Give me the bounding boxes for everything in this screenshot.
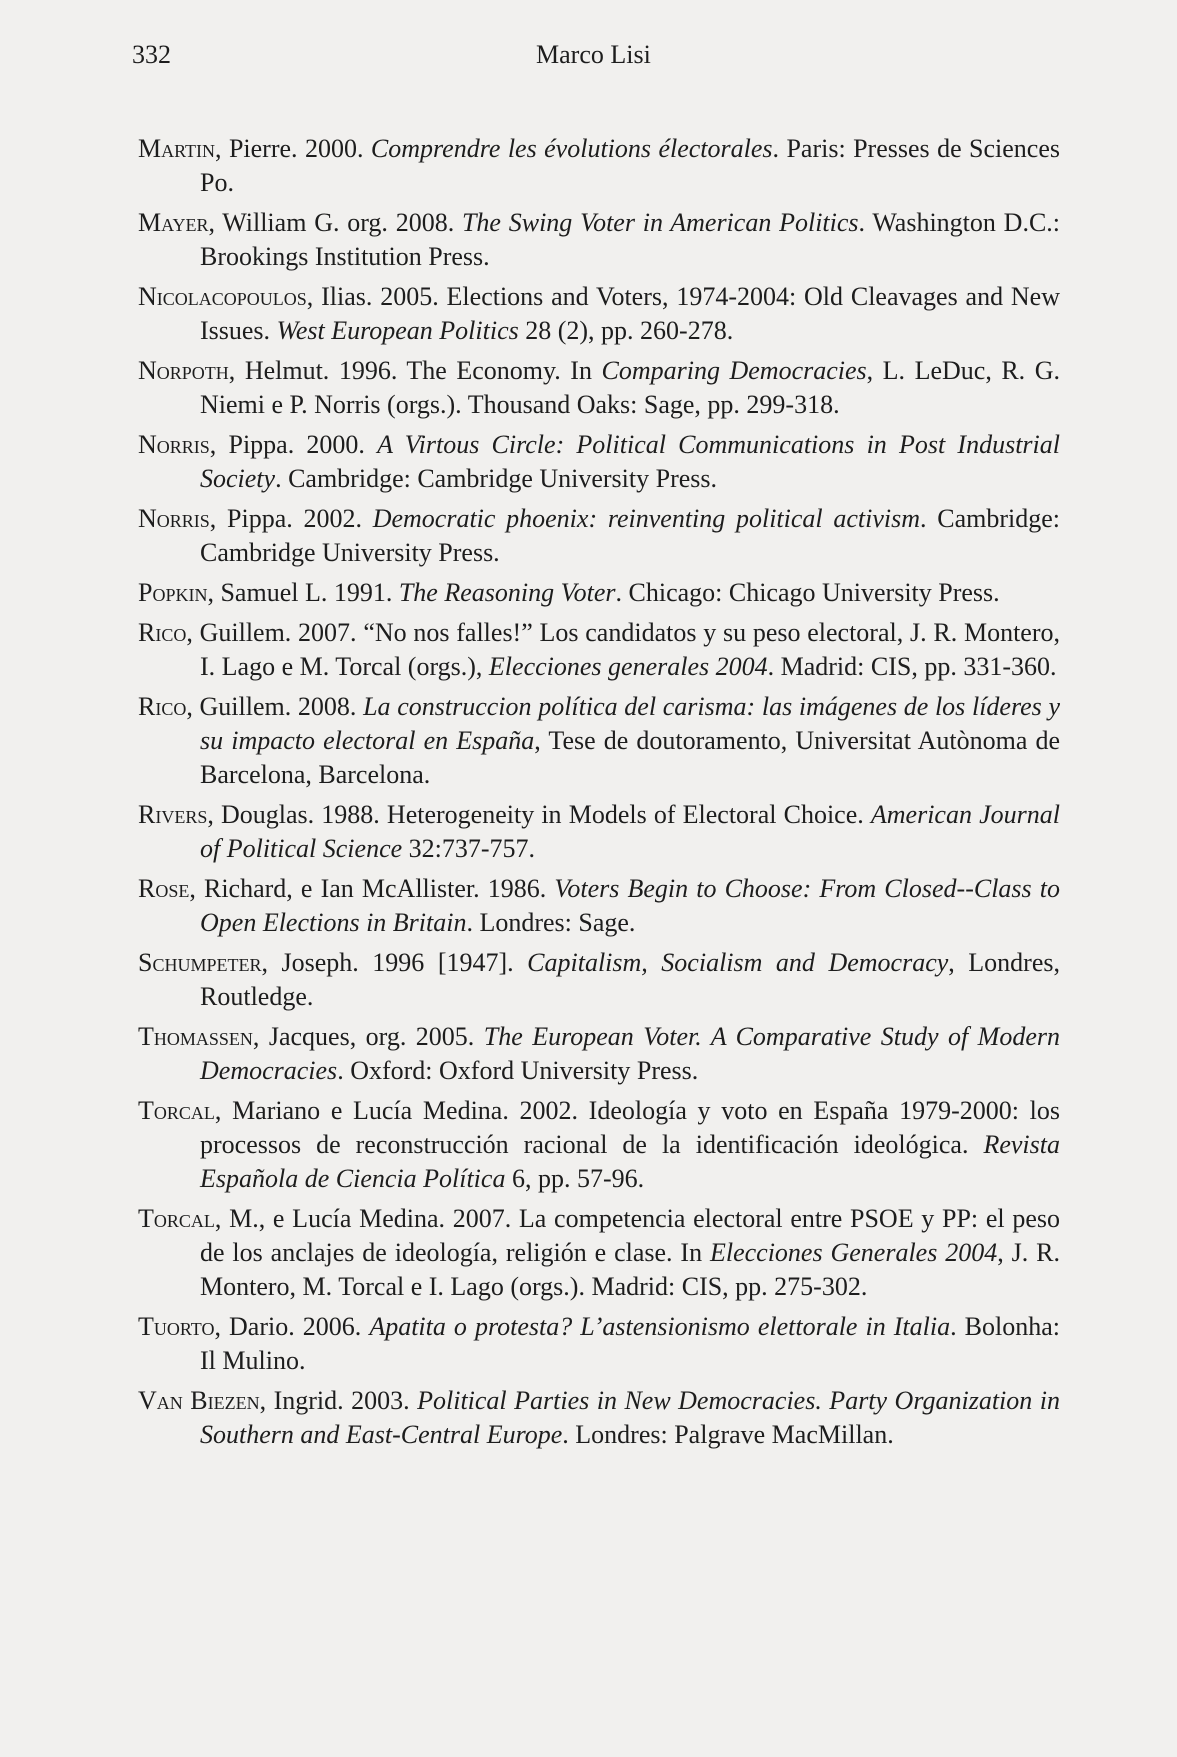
reference-title: The Swing Voter in American Politics bbox=[461, 208, 859, 237]
reference-text: 6, pp. 57-96. bbox=[505, 1164, 645, 1193]
reference-text: , William G. org. 2008. bbox=[208, 208, 462, 237]
reference-text: . Cambridge: Cambridge University Press. bbox=[200, 504, 1060, 567]
reference-text: , Dario. 2006. bbox=[214, 1312, 370, 1341]
reference-entry bbox=[138, 690, 1060, 792]
reference-title: American Journal of Political Science bbox=[200, 800, 1060, 863]
reference-text: , Jacques, org. 2005. bbox=[252, 1022, 484, 1051]
reference-text: . Londres: Palgrave MacMillan. bbox=[562, 1420, 894, 1449]
reference-author: Rico bbox=[138, 618, 187, 647]
reference-author: Van Biezen bbox=[138, 1386, 260, 1415]
reference-author: Norris bbox=[138, 504, 210, 533]
reference-entry bbox=[138, 1202, 1060, 1304]
reference-title: Comprendre les évolutions électorales bbox=[370, 134, 773, 163]
reference-author: Nicolacopoulos bbox=[138, 282, 307, 311]
reference-title: Democratic phoenix: reinventing political activism bbox=[372, 504, 921, 533]
reference-entry bbox=[138, 354, 1060, 422]
reference-text: , Londres, Routledge. bbox=[200, 948, 1060, 1011]
reference-title: The Reasoning Voter bbox=[398, 578, 616, 607]
reference-entry bbox=[138, 1094, 1060, 1196]
reference-text: , L. LeDuc, R. G. Niemi e P. Norris (orgs.). Thousand Oaks: Sage, pp. 299-318. bbox=[200, 356, 1060, 419]
reference-text: , Helmut. 1996. The Economy. In bbox=[228, 356, 602, 385]
reference-author: Norris bbox=[138, 430, 210, 459]
reference-author: Schumpeter bbox=[138, 948, 262, 977]
page-number: 332 bbox=[132, 40, 171, 69]
reference-author: Martin bbox=[138, 134, 216, 163]
running-head: Marco Lisi bbox=[536, 40, 651, 69]
reference-title: Revista Española de Ciencia Política bbox=[200, 1130, 1060, 1193]
reference-text: , M., e Lucía Medina. 2007. La competencia electoral entre PSOE y PP: el peso de los anclajes de ideología, religión e clase. In bbox=[200, 1204, 1060, 1267]
reference-text: 32:737-757. bbox=[402, 834, 536, 863]
reference-text: , Samuel L. 1991. bbox=[207, 578, 399, 607]
reference-text: . Cambridge: Cambridge University Press. bbox=[275, 464, 718, 493]
reference-author: Norpoth bbox=[138, 356, 229, 385]
reference-text: , Pippa. 2002. bbox=[209, 504, 373, 533]
reference-text: . Oxford: Oxford University Press. bbox=[337, 1056, 699, 1085]
reference-entry bbox=[138, 872, 1060, 940]
reference-title: Political Parties in New Democracies. Party Organization in Southern and East-Central Europe bbox=[200, 1386, 1060, 1449]
reference-text: , Ilias. 2005. Elections and Voters, 1974-2004: Old Cleavages and New Issues. bbox=[200, 282, 1060, 345]
reference-entry bbox=[138, 1020, 1060, 1088]
reference-text: , Tese de doutoramento, Universitat Autònoma de Barcelona, Barcelona. bbox=[200, 726, 1060, 789]
reference-entry bbox=[138, 428, 1060, 496]
reference-title: La construccion política del carisma: las imágenes de los líderes y su impacto electoral en España bbox=[200, 692, 1060, 755]
reference-author: Rico bbox=[138, 692, 187, 721]
reference-title: Apatita o protesta? L’astensionismo elettorale in Italia bbox=[369, 1312, 951, 1341]
reference-title: A Virtous Circle: Political Communications in Post Industrial Society bbox=[200, 430, 1060, 493]
reference-title: Elecciones Generales 2004 bbox=[709, 1238, 998, 1267]
reference-entry bbox=[138, 616, 1060, 684]
reference-text: . Paris: Presses de Sciences Po. bbox=[200, 134, 1061, 197]
page-header bbox=[0, 40, 1177, 76]
reference-entry bbox=[138, 502, 1060, 570]
reference-title: Elecciones generales 2004 bbox=[488, 652, 768, 681]
reference-text: , Mariano e Lucía Medina. 2002. Ideología y voto en España 1979-2000: los processos de reconstrucción racional de la identificación ideológica. bbox=[200, 1096, 1060, 1159]
reference-author: Rivers bbox=[138, 800, 208, 829]
reference-text: , Pierre. 2000. bbox=[215, 134, 371, 163]
reference-entry bbox=[138, 280, 1060, 348]
reference-text: , Joseph. 1996 [1947]. bbox=[261, 948, 528, 977]
reference-text: , Pippa. 2000. bbox=[209, 430, 378, 459]
reference-text: , J. R. Montero, M. Torcal e I. Lago (orgs.). Madrid: CIS, pp. 275-302. bbox=[200, 1238, 1060, 1301]
reference-text: , Guillem. 2007. “No nos falles!” Los candidatos y su peso electoral, J. R. Montero, I. Lago e M. Torcal (orgs.), bbox=[186, 618, 1060, 681]
reference-text: . Chicago: Chicago University Press. bbox=[615, 578, 1000, 607]
reference-entry bbox=[138, 946, 1060, 1014]
reference-text: . Bolonha: Il Mulino. bbox=[200, 1312, 1060, 1375]
reference-text: , Douglas. 1988. Heterogeneity in Models of Electoral Choice. bbox=[207, 800, 871, 829]
reference-author: Torcal bbox=[138, 1096, 215, 1125]
reference-text: 28 (2), pp. 260-278. bbox=[518, 316, 734, 345]
reference-author: Rose bbox=[138, 874, 190, 903]
reference-author: Torcal bbox=[138, 1204, 215, 1233]
reference-entry bbox=[138, 1310, 1060, 1378]
reference-title: West European Politics bbox=[276, 316, 519, 345]
reference-author: Tuorto bbox=[138, 1312, 215, 1341]
reference-text: . Madrid: CIS, pp. 331-360. bbox=[767, 652, 1057, 681]
reference-entry bbox=[138, 576, 1060, 610]
reference-author: Popkin bbox=[138, 578, 208, 607]
reference-title: Comparing Democracies bbox=[601, 356, 867, 385]
reference-author: Thomassen bbox=[138, 1022, 253, 1051]
reference-text: . Londres: Sage. bbox=[466, 908, 636, 937]
reference-text: , Guillem. 2008. bbox=[186, 692, 364, 721]
reference-text: , Ingrid. 2003. bbox=[259, 1386, 418, 1415]
reference-title: Capitalism, Socialism and Democracy bbox=[527, 948, 949, 977]
reference-entry bbox=[138, 206, 1060, 274]
reference-author: Mayer bbox=[138, 208, 209, 237]
reference-title: Voters Begin to Choose: From Closed--Class to Open Elections in Britain bbox=[200, 874, 1060, 937]
reference-text: . Washington D.C.: Brookings Institution Press. bbox=[200, 208, 1061, 271]
reference-list bbox=[138, 132, 1060, 1458]
reference-entry bbox=[138, 1384, 1060, 1452]
reference-entry bbox=[138, 798, 1060, 866]
reference-text: , Richard, e Ian McAllister. 1986. bbox=[189, 874, 555, 903]
reference-title: The European Voter. A Comparative Study of Modern Democracies bbox=[200, 1022, 1061, 1085]
reference-entry bbox=[138, 132, 1060, 200]
